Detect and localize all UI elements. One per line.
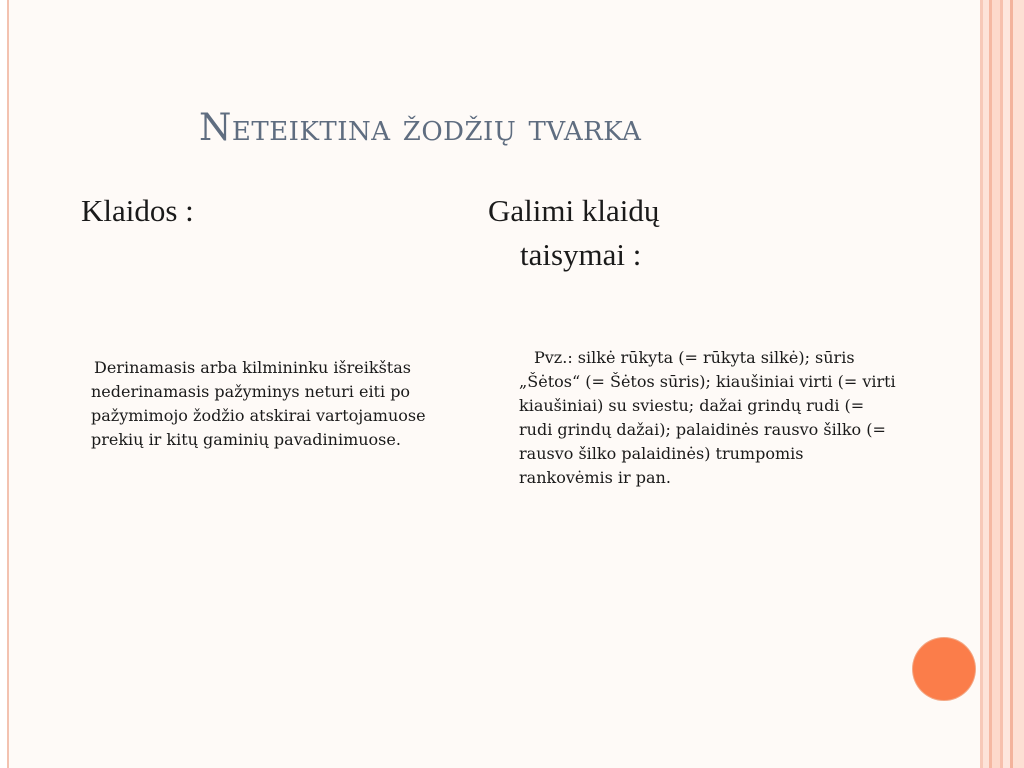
right-heading-line-2: taisymai : (520, 237, 642, 272)
left-column-text: Derinamasis arba kilmininku išreikštas nederinamasis pažyminys neturi eiti po pažymimojo žodžio atskirai vartojamuose prekių ir kitų gaminių pavadinimuose. (91, 358, 426, 449)
right-column-text: Pvz.: silkė rūkyta (= rūkyta silkė); sūris „Šėtos“ (= Šėtos sūris); kiaušiniai virti (= virti kiaušiniai) su sviestu; dažai grindų rudi (= rudi grindų dažai); palaidinės rausvo šilko (= rausvo šilko palaidinės) trumpomis rankovėmis ir pan. (519, 348, 896, 487)
left-column-heading: Klaidos : (81, 193, 194, 228)
right-heading-line-1: Galimi klaidų (488, 193, 660, 228)
decorative-circle (913, 638, 975, 700)
right-column-heading (488, 189, 659, 277)
decorative-stripe (992, 0, 1000, 768)
slide-title: Neteiktina žodžių tvarka (199, 106, 642, 149)
decorative-stripe (1003, 0, 1010, 768)
slide-left-border (0, 0, 9, 768)
decorative-stripe (1013, 0, 1024, 768)
